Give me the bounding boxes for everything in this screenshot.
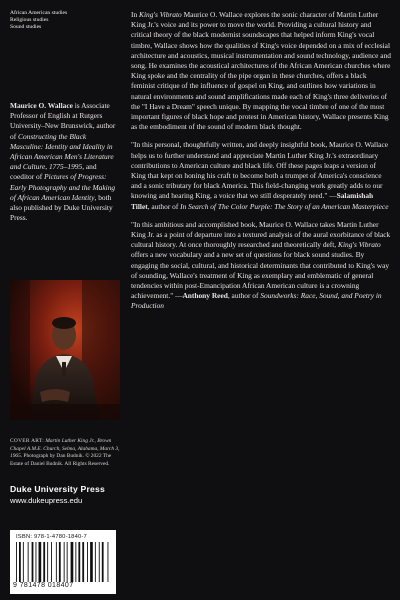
barcode-bar — [56, 542, 57, 582]
cover-art-credit — [10, 438, 120, 468]
publisher-name: Duke University Press — [10, 484, 105, 494]
barcode-bar — [87, 542, 88, 582]
endorsement-quote — [131, 220, 391, 312]
endorser-work: Soundworks: Race, Sound, and Poetry in Production — [131, 291, 382, 311]
author-book-title: Constructing the Black Masculine: Identity and Ideality in African American Men's Literature and Culture, 1775–1995 — [10, 131, 114, 172]
barcode-bar — [23, 542, 24, 582]
category-item: Religious studies — [10, 17, 49, 23]
barcode-bar — [19, 542, 21, 582]
cover-art-photo-credit: Photograph by Dan Budnik. © 2022 The Estate of Daniel Budnik. All Rights Reserved. — [10, 453, 112, 467]
barcode-bar — [51, 542, 52, 582]
barcode-bar — [47, 542, 48, 582]
isbn-label: ISBN: 978-1-4780-1840-7 — [16, 534, 87, 540]
category-list — [10, 10, 120, 31]
author-bio-text: , both also published by Duke University Press. — [10, 192, 113, 223]
category-item: Sound studies — [10, 24, 42, 30]
barcode-image — [16, 542, 110, 582]
endorsement-dash: — — [327, 191, 337, 201]
barcode-bar — [78, 542, 80, 582]
endorser-name: Salamishah Tillet — [131, 191, 374, 211]
endorsement-text: offers a new vocabulary and a new set of questions for black sound studies. By engaging the social, cultural, and historical determinants that contributed to King's way of sounding, Wallace's treatment of King as exemplary and emblematic of general tendencies within post-Emancipation African American culture is a crowning achievement." — [131, 250, 390, 301]
endorsement-text: "In this ambitious and accomplished book, Maurice O. Wallace takes Martin Luther King Jr. as a point of departure into a textured analysis of the aural exorbitance of black cultural history. At once thoroughly researched and theoretically deft, — [131, 219, 391, 250]
author-book-title: Pictures of Progress: Early Photography and the Making of African American Identity — [10, 172, 116, 202]
endorsement-text: "In this personal, thoughtfully written, and deeply insightful book, Maurice O. Wallace helps us to further understand and appreciate Martin Luther King Jr.'s extraordinary contributions to American culture and black life. Off these pages leaps a version of King that kept on honing his craft to become both a trumpet of America's conscience and a sonic tributary for black America. This field-changing work greatly adds to our knowing and hearing King, a voice that we still desperately need." — [131, 140, 389, 201]
author-photo — [10, 280, 120, 420]
book-title: King's Vibrato — [139, 10, 182, 19]
endorser-role: , author of — [147, 201, 181, 211]
cover-art-label: COVER ART: — [10, 438, 45, 444]
book-description — [131, 10, 391, 132]
author-name: Maurice O. Wallace — [10, 101, 73, 110]
endorser-work: In Search of The Color Purple: The Story of an American Masterpiece — [180, 201, 389, 211]
barcode-bar — [67, 542, 68, 582]
barcode-bar — [28, 542, 29, 582]
endorsement-quote — [131, 140, 391, 211]
author-bio-text: is Associate Professor of English at Rutgers University–New Brunswick, author of — [10, 101, 116, 141]
description-lead-in: In — [131, 10, 140, 19]
barcode-bar — [59, 542, 61, 582]
endorsement-book-title: King's Vibrato — [338, 240, 381, 250]
author-bio-text: , and coeditor of — [10, 162, 97, 182]
endorser-name: Anthony Reed — [182, 291, 228, 301]
publisher-url: www.dukeupress.edu — [10, 496, 83, 505]
barcode-bar — [99, 542, 100, 582]
right-column — [131, 10, 391, 590]
barcode-bar — [16, 542, 17, 582]
barcode-bar — [108, 542, 109, 582]
barcode-bar — [32, 542, 34, 582]
barcode-bar — [90, 542, 93, 582]
barcode-bar — [71, 542, 74, 582]
barcode-bar — [95, 542, 96, 582]
description-body: Maurice O. Wallace explores the sonic character of Martin Luther King Jr.'s voice and its power to move the world. Providing a cultural history and critical theory of the black modernist soundscapes that helped inform King's vocal timbre, Wallace shows how the qualities of King's voice depended on a mix of ecclesial architecture and acoustics, musical instrumentation and sound technology, audience and song. He examines the acoustical architectures of the African American churches where King spoke and the centrality of the pipe organ in these churches, offers a black feminist critique of the influence of gospel on King, and outlines how variations in natural environments and sound amplifications made each of King's three deliveries of the "I Have a Dream" speech unique. By mapping the vocal timbre of one of the most important figures of black hope and protest in American history, Wallace presents King as the embodiment of the sound of modern black thought. — [131, 10, 391, 132]
left-column — [10, 10, 120, 590]
barcode-bar — [39, 542, 42, 582]
barcode-bar — [36, 542, 37, 582]
endorsement-dash: — — [173, 291, 183, 301]
publisher-block — [10, 484, 120, 505]
barcode-digits: 9 781478 018407 — [13, 582, 74, 589]
category-item: African American studies — [10, 10, 68, 16]
cover-art-caption: Martin Luther King Jr., Brown Chapel A.M.E. Church, Selma, Alabama, March 3, 1965. — [10, 438, 120, 460]
barcode-bar — [82, 542, 84, 582]
barcode-bar — [43, 542, 45, 582]
endorser-role: , author of — [227, 291, 261, 301]
barcode-bar — [64, 542, 65, 582]
author-bio — [10, 101, 120, 223]
barcode-bar — [102, 542, 104, 582]
barcode-box — [10, 530, 116, 594]
barcode-bar — [75, 542, 76, 582]
